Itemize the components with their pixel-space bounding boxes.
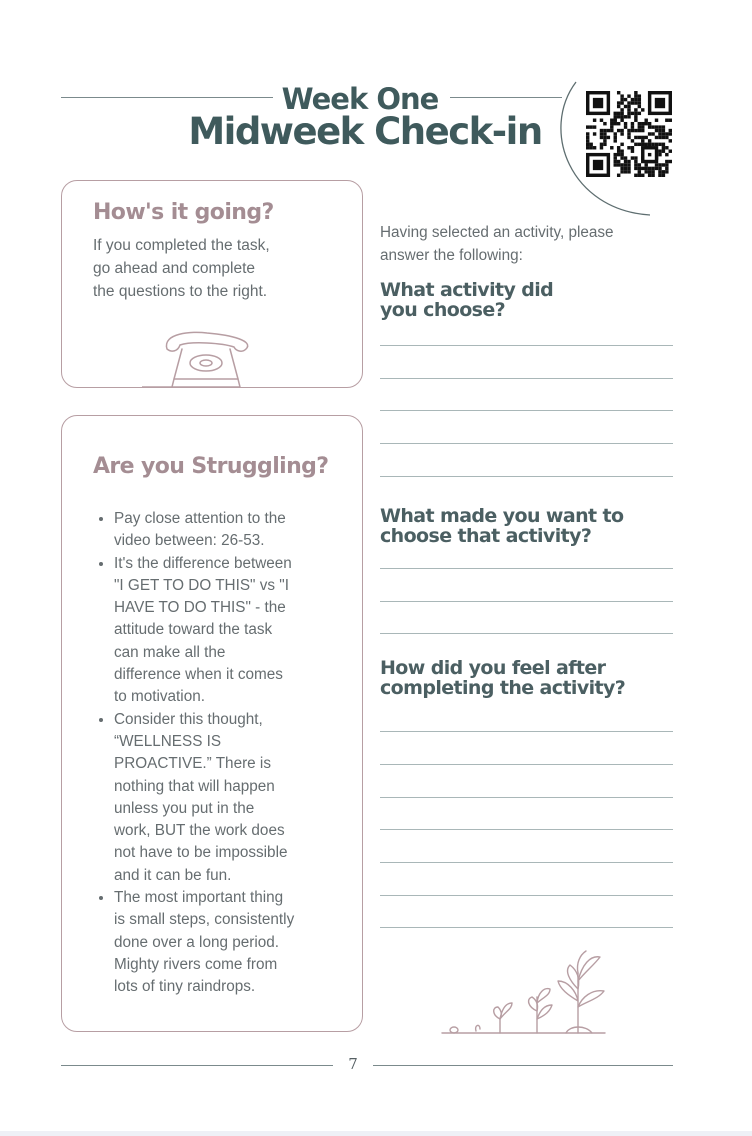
qr-module [624,98,627,101]
text-line: What activity did [380,279,554,301]
qr-module [634,115,637,118]
qr-module [627,129,630,132]
qr-module [669,149,672,152]
qr-module [620,129,623,132]
list-item [114,553,358,709]
qr-module [662,143,665,146]
qr-module [593,160,603,170]
qr-module [634,163,637,166]
qr-module [641,122,644,125]
qr-module [603,139,606,142]
text-line: lots of tiny raindrops. [114,978,256,996]
qr-module [655,143,658,146]
qr-module [662,129,665,132]
text-line: Having selected an activity, please [380,224,614,241]
qr-module [641,143,644,146]
qr-module [638,112,641,115]
qr-module [662,174,665,177]
qr-module [624,167,627,170]
text-line: and it can be fun. [114,866,232,884]
sprout-growth-icon [440,945,610,1037]
qr-module [617,122,620,125]
qr-module [603,143,606,146]
qr-module [662,170,665,173]
footer-rule-right [373,1065,673,1066]
qr-module [593,146,596,149]
qr-module [658,174,661,177]
qr-module [600,143,603,146]
qr-module [617,160,620,163]
text-line: How did you feel after [380,657,606,679]
qr-module [624,156,627,159]
qr-module [610,122,613,125]
qr-module [610,125,613,128]
qr-module [614,112,617,115]
text-line: done over a long period. [114,933,279,951]
qr-module [620,149,623,152]
qr-module [620,132,623,135]
qr-module [624,163,627,166]
card-heading-hows-it-going: How's it going? [93,200,274,225]
qr-module [648,143,651,146]
qr-module [603,132,606,135]
footer-rule-left [61,1065,333,1066]
qr-module [651,125,654,128]
qr-module [614,115,617,118]
qr-module [600,136,603,139]
qr-module [631,125,634,128]
qr-module [662,132,665,135]
qr-module [624,170,627,173]
qr-module [617,153,620,156]
qr-module [665,153,668,156]
text-line: nothing that will happen [114,777,275,795]
answer-line[interactable] [380,476,673,477]
text-line: • Consider this thought, [114,710,263,728]
text-line: not have to be impossible [114,844,288,862]
qr-module [614,139,617,142]
qr-module [627,163,630,166]
qr-module [614,132,617,135]
qr-module [634,112,637,115]
text-line: go ahead and complete [93,260,256,277]
qr-module [655,136,658,139]
qr-module [614,163,617,166]
qr-module [669,132,672,135]
qr-module [651,174,654,177]
qr-module [638,143,641,146]
qr-module [638,125,641,128]
text-line: difference when it comes [114,666,283,684]
qr-module [634,119,637,122]
qr-module [631,112,634,115]
qr-module [589,146,592,149]
qr-module [603,122,606,125]
qr-module [624,105,627,108]
qr-module [627,170,630,173]
page-number: 7 [348,1055,358,1073]
qr-module [634,136,637,139]
text-line: attitude toward the task [114,621,273,639]
text-line: choose that activity? [380,525,592,547]
qr-module [662,136,665,139]
qr-module [655,125,658,128]
card-are-you-struggling [61,415,363,1032]
qr-module [669,129,672,132]
qr-module [620,156,623,159]
qr-module [638,174,641,177]
qr-module [617,163,620,166]
qr-module [665,167,668,170]
qr-module [638,170,641,173]
qr-module [651,170,654,173]
qr-module [600,119,603,122]
qr-module [627,136,630,139]
qr-module [641,129,644,132]
qr-module [617,146,620,149]
text-line: “WELLNESS IS [114,732,222,750]
qr-module [620,94,623,97]
qr-module [648,170,651,173]
qr-module [669,139,672,142]
qr-module [634,174,637,177]
qr-module [631,139,634,142]
text-line: to motivation. [114,688,205,706]
text-line: If you completed the task, [93,237,270,254]
qr-module [593,132,596,135]
qr-module [617,112,620,115]
question-why-chosen [380,506,680,546]
answer-line[interactable] [380,410,673,411]
qr-module [589,143,592,146]
qr-module [620,153,623,156]
qr-module [658,129,661,132]
answer-line[interactable] [380,895,673,896]
qr-module [620,112,623,115]
answer-line[interactable] [380,633,673,634]
qr-module [655,167,658,170]
card-hows-it-going [61,180,363,388]
qr-module [627,101,630,104]
text-line: • Pay close attention to the [114,510,286,527]
answer-line[interactable] [380,797,673,798]
qr-module [655,163,658,166]
qr-module [610,119,613,122]
qr-module [644,170,647,173]
text-line: HAVE TO DO THIS" - the [114,599,286,617]
qr-module [614,160,617,163]
qr-module [651,167,654,170]
qr-module [634,143,637,146]
qr-module [662,125,665,128]
qr-module [603,136,606,139]
qr-module [658,163,661,166]
qr-module [665,136,668,139]
qr-module [624,125,627,128]
page-title: Midweek Check-in [188,110,542,153]
qr-module [648,132,651,135]
qr-module [620,163,623,166]
qr-module [658,167,661,170]
qr-module [665,163,668,166]
qr-module [655,98,665,108]
list-item [114,508,358,553]
list-item [114,887,358,998]
bottom-band [0,1131,752,1136]
question-feeling-after [380,658,680,698]
qr-module [638,105,641,108]
qr-module [627,112,630,115]
qr-module [669,119,672,122]
qr-module [614,136,617,139]
qr-module [662,163,665,166]
text-line: completing the activity? [380,677,626,699]
qr-module [631,122,634,125]
qr-module [665,170,668,173]
text-line: can make all the [114,643,226,661]
qr-module [620,98,623,101]
qr-module [658,170,661,173]
answer-line[interactable] [380,378,673,379]
text-line: What made you want to [380,505,624,527]
qr-module [627,167,630,170]
question-activity-chosen [380,280,680,320]
qr-module [586,146,589,149]
qr-module [627,105,630,108]
qr-module [641,167,644,170]
qr-module [631,146,634,149]
qr-module [638,122,641,125]
qr-module [665,160,668,163]
text-line: • The most important thing [114,889,284,907]
qr-module [658,132,661,135]
qr-module [638,167,641,170]
qr-module [627,146,630,149]
qr-module [617,115,620,118]
qr-module [644,136,647,139]
qr-module [634,108,637,111]
qr-module [610,129,613,132]
qr-module [617,149,620,152]
qr-module [617,101,620,104]
qr-module [617,129,620,132]
qr-module [634,94,637,97]
qr-module [620,143,623,146]
qr-module [634,101,637,104]
qr-module [589,125,592,128]
qr-module [638,163,641,166]
qr-module [600,132,603,135]
qr-module [638,129,641,132]
qr-module [641,139,644,142]
qr-module [634,98,637,101]
qr-module [631,101,634,104]
qr-module [617,174,620,177]
qr-module [651,143,654,146]
qr-module [620,119,623,122]
qr-module [631,156,634,159]
text-line: unless you put in the [114,799,255,817]
qr-module [627,160,630,163]
qr-module [644,163,647,166]
qr-module [624,115,627,118]
qr-module [641,108,644,111]
answer-line[interactable] [380,601,673,602]
qr-module [634,91,637,94]
intro-text [380,221,680,267]
qr-module [586,139,589,142]
qr-module [586,143,589,146]
qr-module [627,132,630,135]
qr-module [658,125,661,128]
qr-module [658,143,661,146]
qr-module [644,122,647,125]
qr-module [607,136,610,139]
qr-module [638,94,641,97]
qr-module [665,132,668,135]
qr-module [634,156,637,159]
answer-line[interactable] [380,345,673,346]
qr-module [662,149,665,152]
qr-module [641,136,644,139]
qr-module [634,160,637,163]
qr-module [627,108,630,111]
qr-module [614,119,617,122]
qr-module [631,149,634,152]
qr-module [631,129,634,132]
qr-module [620,167,623,170]
qr-module [648,167,651,170]
text-line: • It's the difference between [114,554,292,572]
qr-module [638,98,641,101]
qr-module [641,174,644,177]
qr-module [665,119,668,122]
answer-line[interactable] [380,443,673,444]
qr-module [614,153,617,156]
qr-module [655,119,658,122]
qr-module [620,101,623,104]
text-line: answer the following: [380,247,523,264]
qr-module [638,101,641,104]
qr-module [603,129,606,132]
qr-module [593,98,603,108]
qr-module [638,136,641,139]
qr-module [662,146,665,149]
telephone-icon [142,327,252,393]
qr-module [617,105,620,108]
qr-code-icon [586,91,672,177]
header-rule-left [61,97,273,98]
qr-module [607,129,610,132]
qr-module [631,98,634,101]
text-line: is small steps, consistently [114,911,295,929]
qr-module [610,146,613,149]
qr-module [644,143,647,146]
qr-module [627,94,630,97]
qr-module [658,136,661,139]
text-line: Mighty rivers come from [114,955,278,973]
answer-line[interactable] [380,829,673,830]
qr-module [669,160,672,163]
qr-module [648,174,651,177]
qr-module [648,122,651,125]
qr-module [586,132,589,135]
qr-module [651,132,654,135]
text-line: work, BUT the work does [114,822,285,840]
qr-module [586,136,589,139]
qr-module [620,108,623,111]
qr-module [655,129,658,132]
struggling-bullet-list [93,508,358,999]
text-line: you choose? [380,299,506,321]
qr-module [634,129,637,132]
qr-module [648,153,651,156]
text-line: PROACTIVE.” There is [114,755,271,773]
qr-module [614,156,617,159]
text-line: video between: 26-53. [114,532,265,550]
qr-module [614,122,617,125]
qr-module [641,125,644,128]
qr-module [624,160,627,163]
answer-line[interactable] [380,764,673,765]
qr-module [665,146,668,149]
card-heading-struggling: Are you Struggling? [93,454,329,479]
qr-module [644,167,647,170]
qr-module [648,125,651,128]
qr-module [634,167,637,170]
text-line: "I GET TO DO THIS" vs "I [114,576,289,594]
text-line: the questions to the right. [93,283,268,300]
title-week: Week One [281,82,439,116]
answer-line[interactable] [380,862,673,863]
answer-line[interactable] [380,568,673,569]
list-item [114,709,358,887]
qr-module [593,125,596,128]
answer-line[interactable] [380,731,673,732]
qr-module [658,149,661,152]
qr-module [620,115,623,118]
qr-module [600,146,603,149]
qr-module [644,119,647,122]
qr-module [617,91,620,94]
qr-module [658,153,661,156]
qr-module [624,122,627,125]
qr-module [648,139,651,142]
qr-module [620,170,623,173]
qr-module [593,119,596,122]
qr-module [627,115,630,118]
card-body-hows-it-going [93,234,353,303]
answer-line[interactable] [380,927,673,928]
qr-module [600,129,603,132]
qr-module [586,125,589,128]
